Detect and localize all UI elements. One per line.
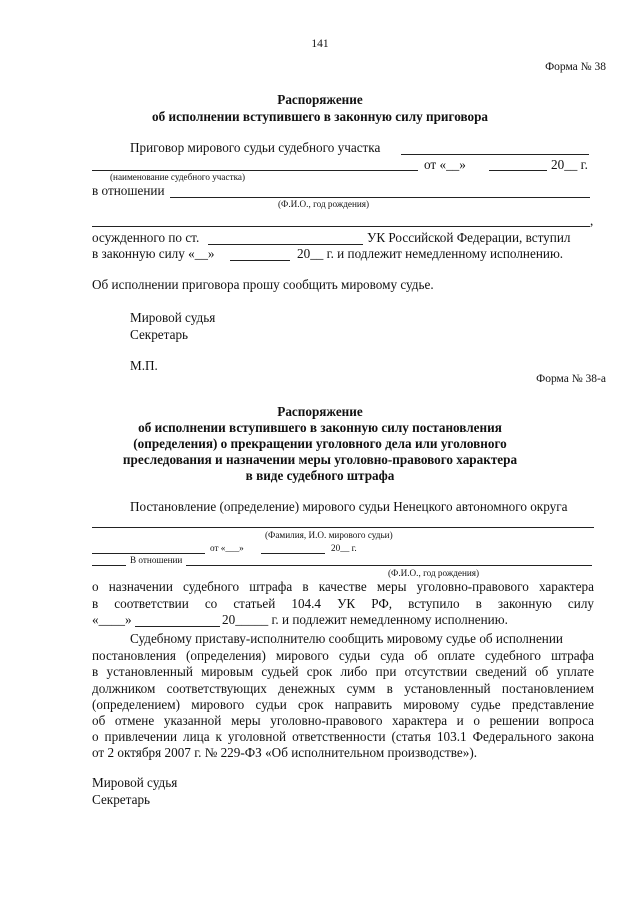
form-38-label: Форма № 38 <box>545 61 606 73</box>
signature-secretary-2: Секретарь <box>92 792 151 807</box>
decision-date-from: от «___» <box>210 543 244 553</box>
decision-date-blank <box>92 553 205 554</box>
form-38a-subtitle-3: преследования и назначении меры уголовно-правового характера <box>122 452 518 467</box>
signature-secretary: Секретарь <box>130 327 189 342</box>
body-month-blank <box>135 626 220 627</box>
person-caption: (Ф.И.О., год рождения) <box>278 199 370 209</box>
para2-line-8: от 2 октября 2007 г. № 229-ФЗ «Об исполнительном производстве»). <box>92 745 478 760</box>
para2-line-3: в установленный мировым судьей срок либо при отсутствии сведений об уплате <box>92 664 594 679</box>
form-38a-subtitle-1: об исполнении вступившего в законную силу постановления <box>138 420 502 435</box>
person-blank <box>170 197 590 198</box>
court-name-caption: (наименование судебного участка) <box>110 172 246 182</box>
court-number-blank <box>401 154 589 155</box>
form-38-verdict-line: Приговор мирового судьи судебного участка <box>130 140 381 155</box>
form-38a-subtitle-4: в виде судебного штрафа <box>245 468 395 483</box>
signature-judge-2: Мировой судья <box>92 775 178 790</box>
form-38a-subtitle-2: (определения) о прекращении уголовного дела или уголовного <box>133 436 507 451</box>
form-38-subtitle: об исполнении вступившего в законную силу приговора <box>151 109 489 124</box>
form-38a-label: Форма № 38-а <box>536 373 606 385</box>
verdict-year: 20__ г. <box>551 157 588 172</box>
seal-mark: М.П. <box>130 358 158 373</box>
para2-line-5: (определением) мирового судьи срок направить мировому судье представление <box>92 697 594 712</box>
in-relation-label: в отношении <box>92 183 165 198</box>
para2-line-4: должником соответствующих денежных сумм в установленный постановлением <box>92 681 594 696</box>
article-blank <box>208 244 363 245</box>
force-month-blank <box>230 260 290 261</box>
signature-judge: Мировой судья <box>130 310 216 325</box>
comma: , <box>590 213 594 228</box>
criminal-code-text: УК Российской Федерации, вступил <box>367 230 571 245</box>
para2-line-6: об отмене указанной меры уголовно-правового характера и о решении вопроса <box>92 713 594 728</box>
force-date-label: в законную силу «__» <box>92 246 215 261</box>
person-blank-2 <box>92 226 590 227</box>
body-line-2: в соответствии со статьей 104.4 УК РФ, вступило в законную силу <box>92 596 594 611</box>
form-38a-title: Распоряжение <box>277 404 363 419</box>
court-name-blank <box>92 170 418 171</box>
verdict-date-from: от «__» <box>424 157 466 172</box>
judge-name-blank <box>92 527 594 528</box>
page-number: 141 <box>311 38 329 50</box>
para2-line-1: Судебному приставу-исполнителю сообщить мировому судье об исполнении <box>130 631 563 646</box>
decision-month-blank <box>261 553 325 554</box>
para2-line-2: постановления (определения) мирового судьи суда об оплате судебного штрафа <box>92 648 594 663</box>
in-relation-label-2: В отношении <box>130 555 183 565</box>
verdict-month-blank <box>489 170 547 171</box>
decision-year: 20__ г. <box>331 543 357 553</box>
force-text: 20__ г. и подлежит немедленному исполнению. <box>297 246 564 261</box>
in-relation-blank-left <box>92 565 126 566</box>
body-line-3-text: 20_____ г. и подлежит немедленному исполнению. <box>222 612 508 627</box>
judge-name-caption: (Фамилия, И.О. мирового судьи) <box>265 530 393 540</box>
decision-line: Постановление (определение) мирового судьи Ненецкого автономного округа <box>130 499 568 514</box>
person-blank-3 <box>186 565 592 566</box>
person-caption-2: (Ф.И.О., год рождения) <box>388 568 480 578</box>
form-38-title: Распоряжение <box>277 92 363 107</box>
body-line-3-date: «____» <box>92 612 132 627</box>
body-line-1: о назначении судебного штрафа в качестве меры уголовно-правового характера <box>92 579 594 594</box>
convicted-label: осужденного по ст. <box>92 230 200 245</box>
para2-line-7: о привлечении лица к уголовной ответственности (статья 103.1 Федерального закона <box>92 729 594 744</box>
request-text: Об исполнении приговора прошу сообщить мировому судье. <box>92 277 434 292</box>
